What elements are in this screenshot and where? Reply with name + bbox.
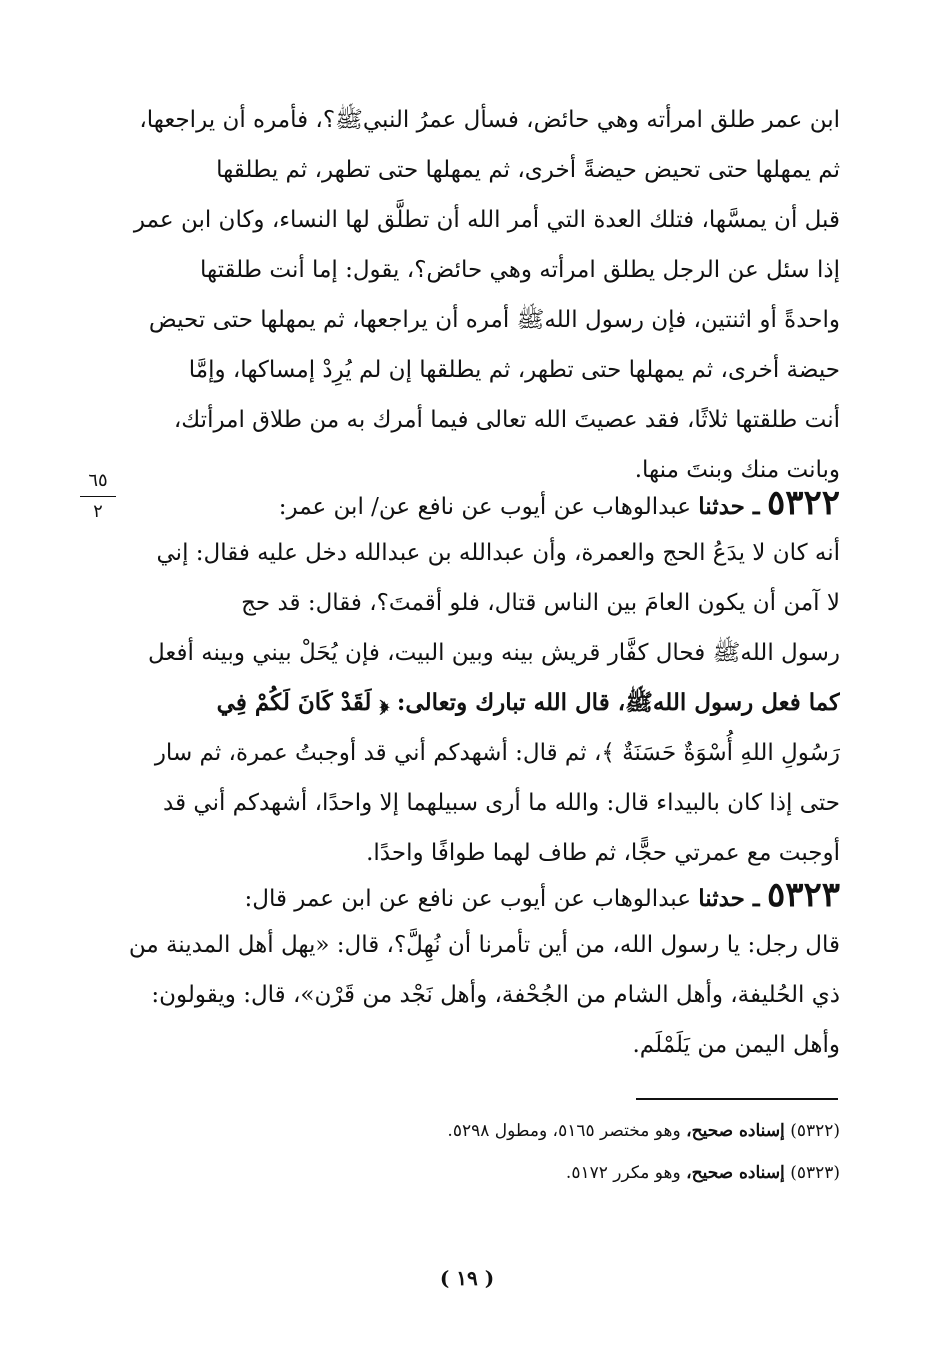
text-line: حتى إذا كان بالبيداء قال: والله ما أرى سبيلهما إلا واحدًا، أشهدكم أني قد: [163, 790, 840, 816]
hadith-number: ٥٣٢٢: [766, 483, 840, 523]
text-line: أوجبت مع عمرتي حجًّا، ثم طاف لهما طوافًا واحدًا.: [366, 840, 840, 866]
hadith-isnad: عبدالوهاب عن أيوب عن نافع عن/ ابن عمر:: [278, 494, 691, 520]
margin-ref-divider: [80, 496, 116, 497]
text-line: قبل أن يمسَّها، فتلك العدة التي أمر الله أن تطلَّق لها النساء، وكان ابن عمر: [133, 207, 840, 233]
text-line: وبانت منك وبنتَ منها.: [634, 457, 840, 483]
hadith-5322: [128, 478, 840, 878]
footnote-ref: (٥٣٢٣): [790, 1163, 840, 1183]
footnotes: [300, 1110, 840, 1194]
margin-ref-top: ٦٥: [88, 470, 108, 491]
text-line-quran: كما فعل رسول اللهﷺ، قال الله تبارك وتعالى: ﴿ لَقَدْ كَانَ لَكُمْ فِي: [216, 689, 840, 716]
text-line: حيضة أخرى، ثم يمهلها حتى تطهر، ثم يطلقها إن لم يُرِدْ إمساكها، وإمَّا: [188, 357, 840, 383]
text-line: ذي الحُليفة، وأهل الشام من الجُحْفة، وأهل نَجْد من قَرْن»، قال: ويقولون:: [151, 982, 840, 1008]
hadith-isnad: عبدالوهاب عن أيوب عن نافع عن ابن عمر قال:: [244, 886, 691, 912]
footnote: [300, 1152, 840, 1194]
text-line: إذا سئل عن الرجل يطلق امرأته وهي حائض؟، يقول: إما أنت طلقتها: [199, 257, 840, 283]
margin-ref-bottom: ٢: [93, 501, 103, 522]
text-line: قال رجل: يا رسول الله، من أين تأمرنا أن نُهِلَّ؟، قال: «يهل أهل المدينة من: [128, 932, 840, 958]
text-line: ابن عمر طلق امرأته وهي حائض، فسأل عمرُ النبيﷺ؟، فأمره أن يراجعها،: [139, 107, 840, 133]
footnote-label: إسناده صحيح،: [686, 1163, 785, 1183]
footnote-text: وهو مختصر ٥١٦٥، ومطول ٥٢٩٨.: [447, 1121, 681, 1141]
hadith-number: ٥٣٢٣: [766, 875, 840, 915]
hadith-5323: [128, 870, 840, 1070]
page-number: ( ١٩ ): [439, 1266, 495, 1290]
hadith-label: ـ حدثنا: [698, 493, 760, 520]
footnote: [300, 1110, 840, 1152]
hadith-heading-line: [128, 478, 840, 528]
text-line: وأهل اليمن من يَلَمْلَم.: [632, 1032, 840, 1058]
footnote-ref: (٥٣٢٢): [790, 1121, 840, 1141]
text-line: لا آمن أن يكون العامَ بين الناس قتال، فلو أقمتَ؟، فقال: قد حج: [241, 590, 840, 616]
text-line: رَسُولِ اللهِ أُسْوَةٌ حَسَنَةٌ ﴾، ثم قال: أشهدكم أني قد أوجبتُ عمرة، ثم سار: [154, 740, 840, 766]
hadith-heading-line: [128, 870, 840, 920]
footnote-label: إسناده صحيح،: [686, 1121, 785, 1141]
text-line: ثم يمهلها حتى تحيض حيضةً أخرى، ثم يمهلها حتى تطهر، ثم يطلقها: [216, 157, 840, 183]
hadith-label: ـ حدثنا: [698, 885, 760, 912]
text-line: أنت طلقتها ثلاثًا، فقد عصيتَ الله تعالى فيما أمرك به من طلاق امرأتك،: [173, 407, 840, 433]
paragraph-continuation: [128, 95, 840, 495]
text-line: أنه كان لا يدَعُ الحج والعمرة، وأن عبدالله بن عبدالله دخل عليه فقال: إني: [156, 540, 840, 566]
footnote-divider: [636, 1098, 838, 1100]
margin-reference: [78, 470, 118, 523]
text-line: واحدةً أو اثنتين، فإن رسول اللهﷺ أمره أن يراجعها، ثم يمهلها حتى تحيض: [148, 307, 840, 333]
footnote-text: وهو مكرر ٥١٧٢.: [565, 1163, 681, 1183]
text-line: رسول اللهﷺ فحال كفَّار قريش بينه وبين البيت، فإن يُحَلْ بيني وبينه أفعل: [148, 640, 840, 666]
